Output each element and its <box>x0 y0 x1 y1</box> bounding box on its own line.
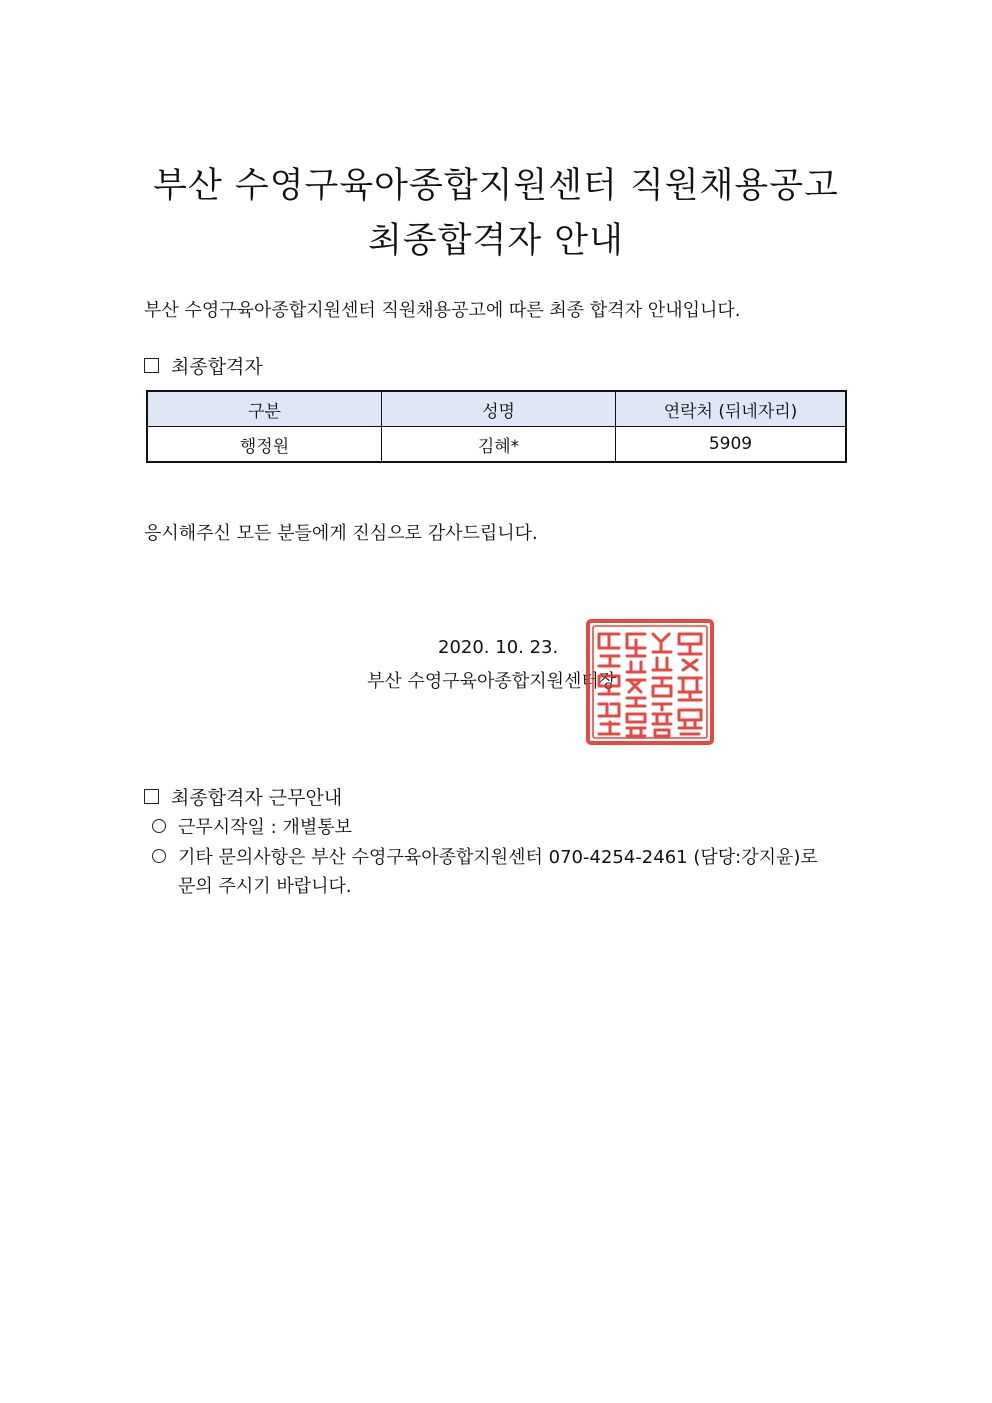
section-heading-work-label: 최종합격자 근무안내 <box>171 787 343 809</box>
table-header-category: 구분 <box>147 391 382 427</box>
official-seal-stamp <box>585 618 715 746</box>
list-item-text: 근무시작일 : 개별통보 <box>178 817 352 838</box>
section-heading-results-label: 최종합격자 <box>171 356 263 378</box>
issue-date: 2020. 10. 23. <box>438 637 559 658</box>
list-item-text: 기타 문의사항은 부산 수영구육아종합지원센터 070-4254-2461 (담당:강지윤)로 <box>178 847 818 868</box>
circle-bullet-icon <box>152 819 166 833</box>
signer-name: 부산 수영구육아종합지원센터장 <box>367 671 617 692</box>
checkbox-square-icon <box>144 358 159 373</box>
intro-text: 부산 수영구육아종합지원센터 직원채용공고에 따른 최종 합격자 안내입니다. <box>144 300 741 321</box>
table-header-contact: 연락처 (뒤네자리) <box>616 391 847 427</box>
table-cell-category: 행정원 <box>147 427 382 463</box>
table-cell-name: 김혜* <box>382 427 616 463</box>
checkbox-square-icon <box>144 789 159 804</box>
table-row <box>147 427 846 463</box>
thanks-text: 응시해주신 모든 분들에게 진심으로 감사드립니다. <box>144 523 538 544</box>
document-title-line-2: 최종합격자 안내 <box>368 221 624 261</box>
results-table <box>146 390 847 463</box>
list-item <box>152 843 818 869</box>
section-heading-results <box>144 352 263 379</box>
list-item <box>152 813 352 839</box>
section-heading-work <box>144 783 342 810</box>
table-cell-contact: 5909 <box>616 427 847 463</box>
circle-bullet-icon <box>152 849 166 863</box>
document-title-line-1: 부산 수영구육아종합지원센터 직원채용공고 <box>153 166 839 206</box>
table-header-row <box>147 391 846 427</box>
list-item-continuation: 문의 주시기 바랍니다. <box>178 876 352 897</box>
table-header-name: 성명 <box>382 391 616 427</box>
